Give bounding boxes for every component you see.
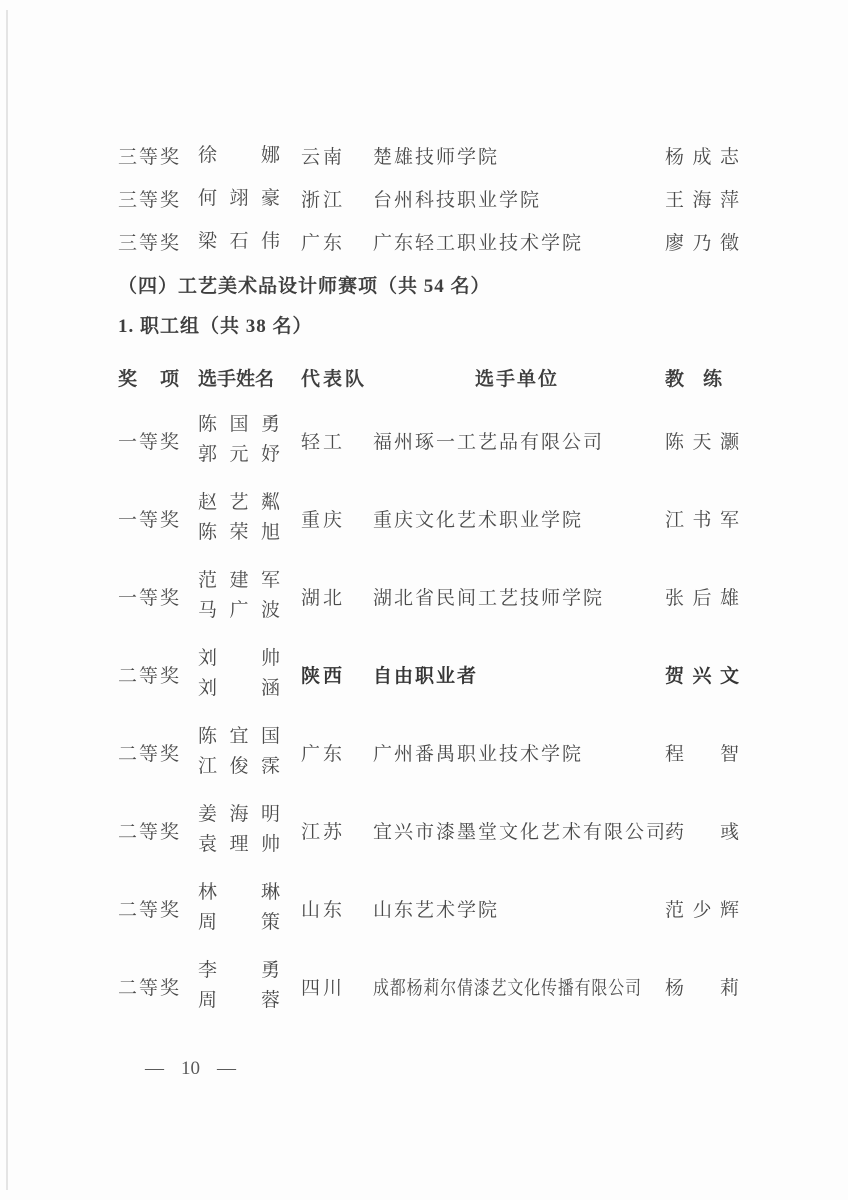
contestant-name-2: 周蓉 <box>198 990 280 1011</box>
column-header-award: 奖 项 <box>118 368 182 390</box>
unit-cell: 广东轻工职业技术学院 <box>373 233 584 254</box>
unit-cell: 台州科技职业学院 <box>373 190 542 211</box>
team-cell: 湖北 <box>301 587 346 609</box>
award-row <box>118 635 798 713</box>
unit-cell: 自由职业者 <box>373 665 479 687</box>
award-rank-cell: 三等奖 <box>118 147 182 168</box>
award-row <box>118 869 798 947</box>
award-rank-cell: 二等奖 <box>118 743 182 765</box>
contestant-name-1: 陈国勇 <box>198 414 280 435</box>
contestant-name-1: 林琳 <box>198 882 280 903</box>
award-row <box>118 713 798 791</box>
coach-cell: 江书军 <box>665 509 739 531</box>
team-cell: 云南 <box>301 147 346 168</box>
award-row <box>118 791 798 869</box>
coach-cell: 张后雄 <box>665 587 739 609</box>
scan-edge-line <box>6 10 8 1190</box>
table-header-row <box>118 362 798 392</box>
footer-left-dash: — <box>145 1058 164 1079</box>
contestant-name-2: 马广波 <box>198 600 280 621</box>
award-rank-cell: 一等奖 <box>118 431 182 453</box>
contestant-name-2: 袁理帅 <box>198 834 280 855</box>
unit-cell: 楚雄技师学院 <box>373 147 500 168</box>
section-heading: （四）工艺美术品设计师赛项（共 54 名） <box>118 276 491 297</box>
team-cell: 浙江 <box>301 190 346 211</box>
coach-cell: 王海萍 <box>665 190 739 211</box>
column-header-coach: 教 练 <box>665 368 723 390</box>
coach-cell: 范少辉 <box>665 899 739 921</box>
footer-right-dash: — <box>217 1058 236 1079</box>
column-header-team: 代表队 <box>301 368 368 390</box>
contestant-name-1: 刘帅 <box>198 648 280 669</box>
team-cell: 山东 <box>301 899 346 921</box>
coach-cell: 陈天灏 <box>665 431 739 453</box>
contestant-name-2: 江俊霂 <box>198 756 280 777</box>
unit-cell: 广州番禺职业技术学院 <box>373 743 584 765</box>
award-rank-cell: 一等奖 <box>118 587 182 609</box>
unit-cell: 成都杨莉尔倩漆艺文化传播有限公司 <box>373 977 642 999</box>
unit-cell: 宜兴市漆墨堂文化艺术有限公司 <box>373 821 668 843</box>
coach-cell: 程智 <box>665 743 739 765</box>
contestant-name: 何翊豪 <box>198 187 280 209</box>
contestant-name-1: 陈宜国 <box>198 726 280 747</box>
contestant-name-2: 周策 <box>198 912 280 933</box>
contestant-name: 梁石伟 <box>198 230 280 252</box>
award-rank-cell: 二等奖 <box>118 977 182 999</box>
unit-cell: 福州琢一工艺品有限公司 <box>373 431 605 453</box>
unit-cell: 湖北省民间工艺技师学院 <box>373 587 605 609</box>
team-cell: 陕西 <box>301 665 346 687</box>
team-cell: 四川 <box>301 977 346 999</box>
award-rank-cell: 三等奖 <box>118 233 182 254</box>
page-footer <box>145 1058 798 1080</box>
unit-cell: 山东艺术学院 <box>373 899 500 921</box>
team-cell: 重庆 <box>301 509 346 531</box>
award-row <box>118 177 798 220</box>
award-row <box>118 947 798 1025</box>
column-header-name: 选手姓名 <box>198 368 275 390</box>
unit-cell: 重庆文化艺术职业学院 <box>373 509 584 531</box>
contestant-name: 徐娜 <box>198 144 280 166</box>
award-row <box>118 401 798 479</box>
award-rank-cell: 二等奖 <box>118 899 182 921</box>
contestant-name-1: 赵艺粼 <box>198 492 280 513</box>
column-header-unit: 选手单位 <box>474 368 559 390</box>
award-rank-cell: 二等奖 <box>118 665 182 687</box>
subsection-heading: 1. 职工组（共 38 名） <box>118 316 313 337</box>
award-row <box>118 220 798 263</box>
contestant-name-1: 姜海明 <box>198 804 280 825</box>
award-rank-cell: 二等奖 <box>118 821 182 843</box>
coach-cell: 贺兴文 <box>665 665 739 687</box>
coach-cell: 药彧 <box>665 821 739 843</box>
award-row <box>118 479 798 557</box>
team-cell: 江苏 <box>301 821 346 843</box>
award-rank-cell: 三等奖 <box>118 190 182 211</box>
document-content <box>118 134 798 1080</box>
award-row <box>118 134 798 177</box>
previous-section-rows <box>118 134 798 263</box>
coach-cell: 廖乃徵 <box>665 233 739 254</box>
contestant-name-1: 范建军 <box>198 570 280 591</box>
award-row <box>118 557 798 635</box>
coach-cell: 杨莉 <box>665 977 739 999</box>
contestant-name-2: 刘涵 <box>198 678 280 699</box>
team-cell: 广东 <box>301 233 346 254</box>
team-cell: 广东 <box>301 743 346 765</box>
coach-cell: 杨成志 <box>665 147 739 168</box>
awards-table-body <box>118 401 798 1025</box>
contestant-name-1: 李勇 <box>198 960 280 981</box>
page-number: 10 <box>181 1058 200 1079</box>
award-rank-cell: 一等奖 <box>118 509 182 531</box>
contestant-name-2: 陈荣旭 <box>198 522 280 543</box>
team-cell: 轻工 <box>301 431 346 453</box>
contestant-name-2: 郭元妤 <box>198 444 280 465</box>
